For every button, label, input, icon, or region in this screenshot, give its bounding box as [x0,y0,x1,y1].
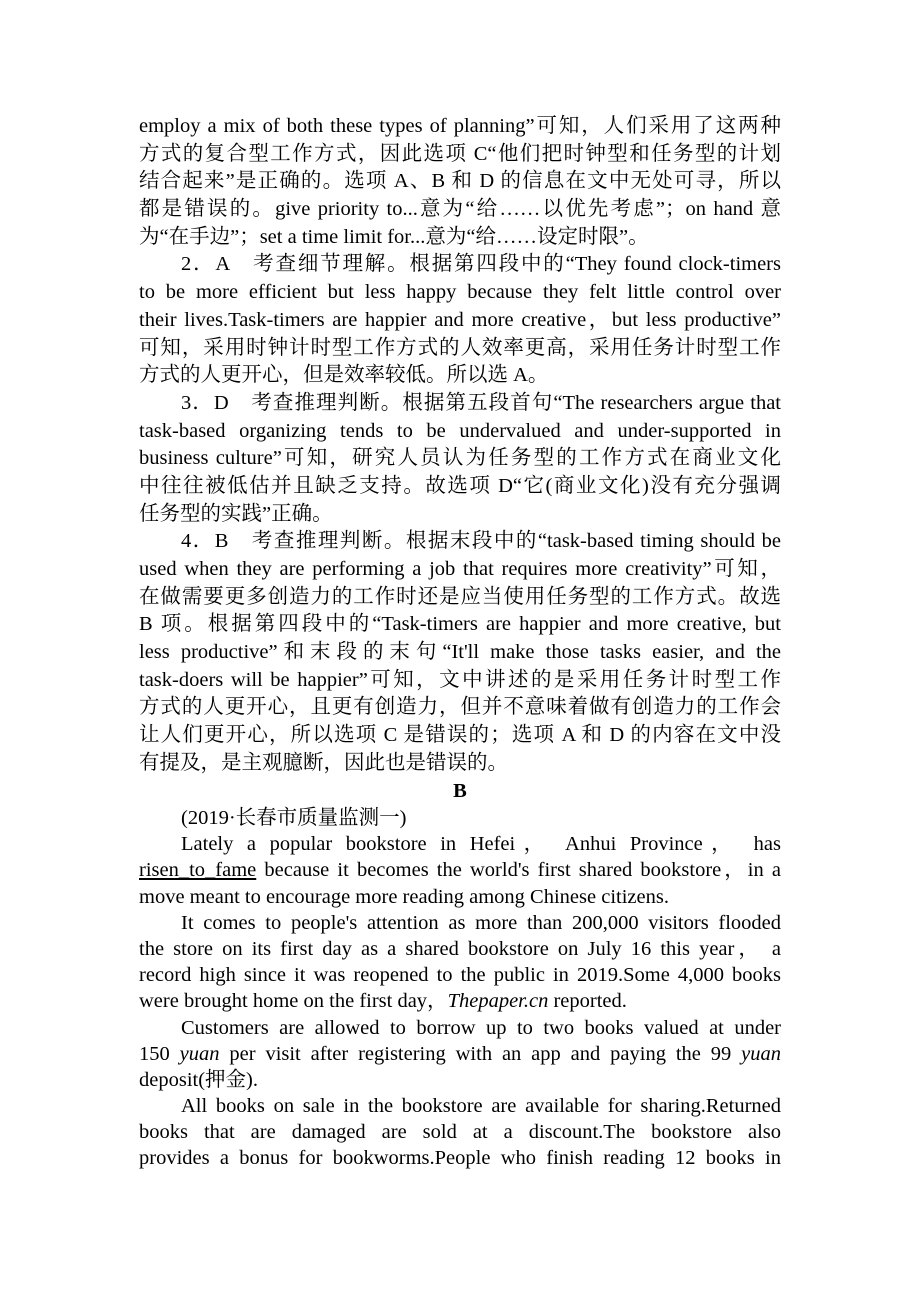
text: 150 [139,1042,180,1065]
passage-line: Customers are allowed to borrow up to two books valued at under [181,1016,781,1039]
passage-line: books that are damaged are sold at a discount.The bookstore also [139,1121,781,1144]
explanation-line: 任务型的实践”正确。 [139,502,333,525]
explanation-line: 3．D 考查推理判断。根据第五段首句“The researchers argue that [181,391,781,414]
text: per visit after registering with an app and paying the 99 [219,1042,742,1065]
text: because it becomes the world's first shared bookstore，in a [256,859,781,882]
currency: yuan [741,1042,781,1065]
explanation-line: 方式的人更开心，且更有创造力，但并不意味着做有创造力的工作会 [139,696,781,719]
explanation-line: business culture”可知，研究人员认为任务型的工作方式在商业文化 [139,447,781,470]
passage-line [139,988,781,1014]
explanation-line: less productive”和末段的末句“It'll make those tasks easier, and the [139,641,781,664]
text: reported. [548,990,627,1013]
section-heading: B [453,780,467,802]
explanation-line: 4．B 考查推理判断。根据末段中的“task-based timing should be [181,530,781,553]
passage-line [139,857,781,883]
passage-line: Lately a popular bookstore in Hefei， Anhui Province， has [181,833,781,856]
explanation-line: task-doers will be happier”可知，文中讲述的是采用任务计时型工作 [139,668,781,691]
passage-line: the store on its first day as a shared bookstore on July 16 this year， a [139,937,781,960]
explanation-line: 方式的人更开心，但是效率较低。所以选 A。 [139,364,549,387]
passage-line: record high since it was reopened to the public in 2019.Some 4,000 books [139,964,781,987]
answer-explanations [139,113,781,778]
passage-line: All books on sale in the bookstore are available for sharing.Returned [181,1095,781,1118]
explanation-line: task-based organizing tends to be undervalued and under-supported in [139,419,781,442]
passage-line [139,1041,781,1067]
passage-line: provides a bonus for bookworms.People who finish reading 12 books in [139,1147,781,1170]
explanation-line: 有提及，是主观臆断，因此也是错误的。 [139,751,508,774]
passage-b [139,777,781,1172]
explanation-line: 都是错误的。give priority to...意为“给……以优先考虑”；on hand 意 [139,198,781,221]
explanation-line: used when they are performing a job that requires more creativity”可知， [139,558,781,580]
source-name: Thepaper.cn [447,990,549,1013]
explanation-line: B 项。根据第四段中的“Task-timers are happier and more creative, but [139,613,781,636]
passage-line: move meant to encourage more reading among Chinese citizens. [139,885,669,908]
underlined-phrase: risen_to_fame [139,859,257,882]
currency: yuan [179,1042,220,1065]
explanation-line: their lives.Task-timers are happier and more creative，but less productive” [139,308,781,331]
passage-line: It comes to people's attention as more than 200,000 visitors flooded [181,911,781,934]
passage-source: (2019·长春市质量监测一) [181,807,407,829]
explanation-line: 中往往被低估并且缺乏支持。故选项 D“它(商业文化)没有充分强调 [139,474,781,497]
explanation-line: to be more efficient but less happy because they felt little control over [139,281,781,304]
explanation-line: 为“在手边”；set a time limit for...意为“给……设定时限”。 [139,225,649,248]
explanation-line: 可知，采用时钟计时型工作方式的人效率更高，采用任务计时型工作 [139,336,781,359]
explanation-line: 方式的复合型工作方式，因此选项 C“他们把时钟型和任务型的计划 [139,142,781,165]
explanation-line: 2．A 考查细节理解。根据第四段中的“They found clock-timers [181,253,781,276]
text: were brought home on the first day， [139,990,448,1013]
explanation-line: 让人们更开心，所以选项 C 是错误的；选项 A 和 D 的内容在文中没 [139,724,781,747]
explanation-line: 在做需要更多创造力的工作时还是应当使用任务型的工作方式。故选 [139,585,781,608]
explanation-line: 结合起来”是正确的。选项 A、B 和 D 的信息在文中无处可寻，所以 [139,170,781,193]
passage-line: deposit(押金). [139,1068,258,1091]
explanation-line: employ a mix of both these types of planning”可知，人们采用了这两种 [139,115,781,137]
